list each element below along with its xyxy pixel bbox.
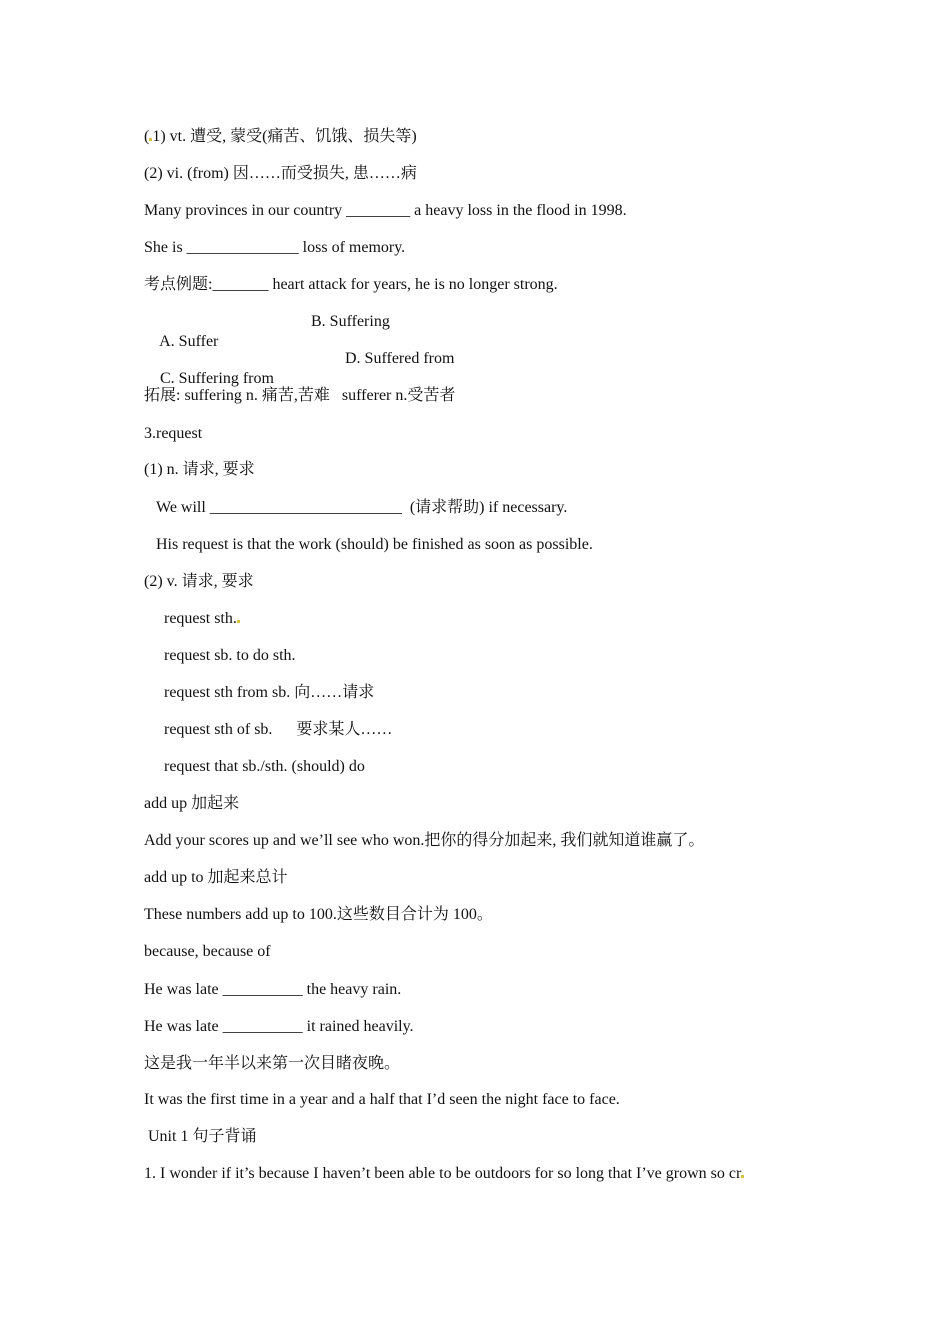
unit-heading: Unit 1 句子背诵	[148, 1128, 257, 1145]
english-translation: It was the first time in a year and a half that I’d seen the night face to face.	[144, 1091, 620, 1108]
request-pattern-1	[164, 609, 240, 629]
request-pattern-4: request sth of sb. 要求某人……	[164, 721, 393, 738]
phrase-add-up: add up 加起来	[144, 795, 240, 812]
option-d: D. Suffered from	[345, 350, 455, 367]
request-noun-definition: (1) n. 请求, 要求	[144, 461, 255, 478]
option-b: B. Suffering	[311, 313, 390, 330]
option-a: A. Suffer	[159, 333, 219, 350]
exam-question: 考点例题:_______ heart attack for years, he is no longer strong.	[144, 276, 558, 293]
exercise-sentence-1: Many provinces in our country ________ a heavy loss in the flood in 1998.	[144, 202, 627, 219]
request-pattern-2: request sb. to do sth.	[164, 647, 296, 664]
exercise-sentence-2: She is ______________ loss of memory.	[144, 239, 406, 256]
annotation-mark	[237, 620, 240, 623]
line-text: 1) vt. 遭受, 蒙受(痛苦、饥饿、损失等)	[152, 128, 417, 145]
pattern-text: request sth.	[164, 610, 237, 627]
request-example-1: We will ________________________ (请求帮助) if necessary.	[156, 499, 568, 516]
request-example-2: His request is that the work (should) be finished as soon as possible.	[156, 536, 593, 553]
request-pattern-3: request sth from sb. 向……请求	[164, 684, 375, 701]
recitation-sentence-1	[144, 1164, 744, 1184]
option-c: C. Suffering from	[160, 370, 274, 387]
definition-line-2: (2) vi. (from) 因……而受损失, 患……病	[144, 165, 417, 182]
line-prefix: (	[144, 128, 150, 145]
request-pattern-5: request that sb./sth. (should) do	[164, 758, 365, 775]
request-verb-definition: (2) v. 请求, 要求	[144, 573, 254, 590]
sentence-text: 1. I wonder if it’s because I haven’t been able to be outdoors for so long that I’ve grown so cr	[144, 1165, 742, 1182]
chinese-sentence: 这是我一年半以来第一次目睹夜晚。	[144, 1055, 401, 1072]
because-exercise-1: He was late __________ the heavy rain.	[144, 981, 402, 998]
extension-note: 拓展: suffering n. 痛苦,苦难 sufferer n.受苦者	[144, 387, 456, 404]
add-up-example: Add your scores up and we’ll see who won.把你的得分加起来, 我们就知道谁赢了。	[144, 832, 705, 849]
section-heading-request: 3.request	[144, 425, 203, 442]
phrase-add-up-to: add up to 加起来总计	[144, 869, 288, 886]
definition-line-1	[144, 127, 417, 147]
add-up-to-example: These numbers add up to 100.这些数目合计为 100。	[144, 906, 493, 923]
annotation-mark	[741, 1175, 744, 1178]
because-exercise-2: He was late __________ it rained heavily.	[144, 1018, 414, 1035]
because-heading: because, because of	[144, 943, 271, 960]
